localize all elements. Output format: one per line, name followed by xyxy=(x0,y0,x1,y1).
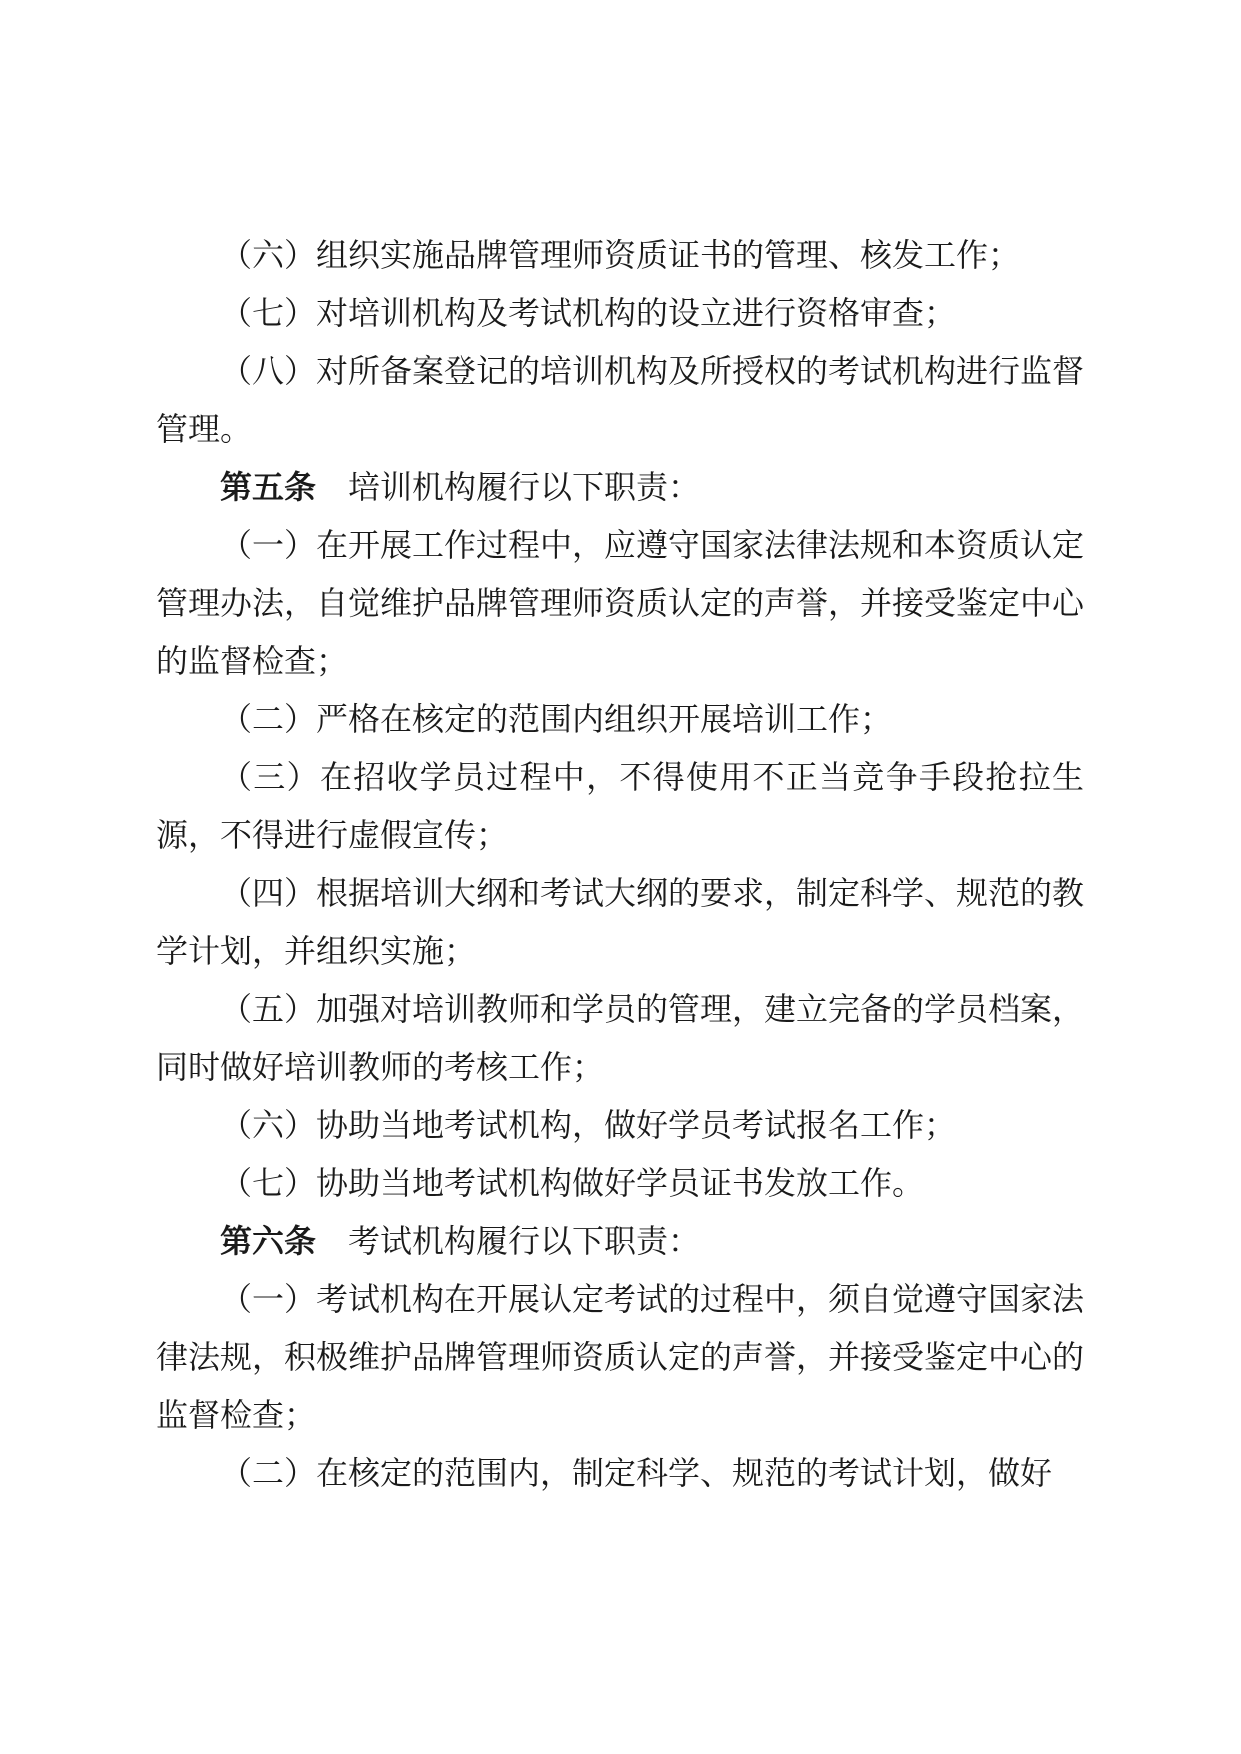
paragraph-item-6: （六）组织实施品牌管理师资质证书的管理、核发工作； xyxy=(220,236,1021,274)
paragraph-item-7b: （七）协助当地考试机构做好学员证书发放工作。 xyxy=(220,1164,925,1202)
article-number: 第五条 xyxy=(220,468,317,506)
paragraph-item-6b: （六）协助当地考试机构，做好学员考试报名工作； xyxy=(220,1106,957,1144)
paragraph-item-2b: （二）在核定的范围内，制定科学、规范的考试计划，做好 xyxy=(220,1454,1053,1492)
article-5-heading xyxy=(156,458,1084,516)
paragraph-item-7: （七）对培训机构及考试机构的设立进行资格审查； xyxy=(220,294,957,332)
paragraph-item-3: （三）在招收学员过程中，不得使用不正当竞争手段抢拉生源，不得进行虚假宣传； xyxy=(156,758,1084,854)
article-number: 第六条 xyxy=(220,1222,317,1260)
article-text: 考试机构履行以下职责： xyxy=(348,1222,701,1260)
paragraph-item-1: （一）在开展工作过程中，应遵守国家法律法规和本资质认定管理办法，自觉维护品牌管理师资质认定的声誉，并接受鉴定中心的监督检查； xyxy=(156,526,1085,680)
paragraph-item-5: （五）加强对培训教师和学员的管理，建立完备的学员档案，同时做好培训教师的考核工作； xyxy=(156,990,1085,1086)
article-text: 培训机构履行以下职责： xyxy=(348,468,701,506)
paragraph-item-1b: （一）考试机构在开展认定考试的过程中，须自觉遵守国家法律法规，积极维护品牌管理师资质认定的声誉，并接受鉴定中心的监督检查； xyxy=(156,1280,1085,1434)
paragraph-item-8: （八）对所备案登记的培训机构及所授权的考试机构进行监督管理。 xyxy=(156,352,1085,448)
article-6-heading xyxy=(156,1212,1084,1270)
paragraph-item-4: （四）根据培训大纲和考试大纲的要求，制定科学、规范的教学计划，并组织实施； xyxy=(156,874,1085,970)
paragraph-item-2: （二）严格在核定的范围内组织开展培训工作； xyxy=(220,700,893,738)
document-body xyxy=(156,226,1084,1502)
